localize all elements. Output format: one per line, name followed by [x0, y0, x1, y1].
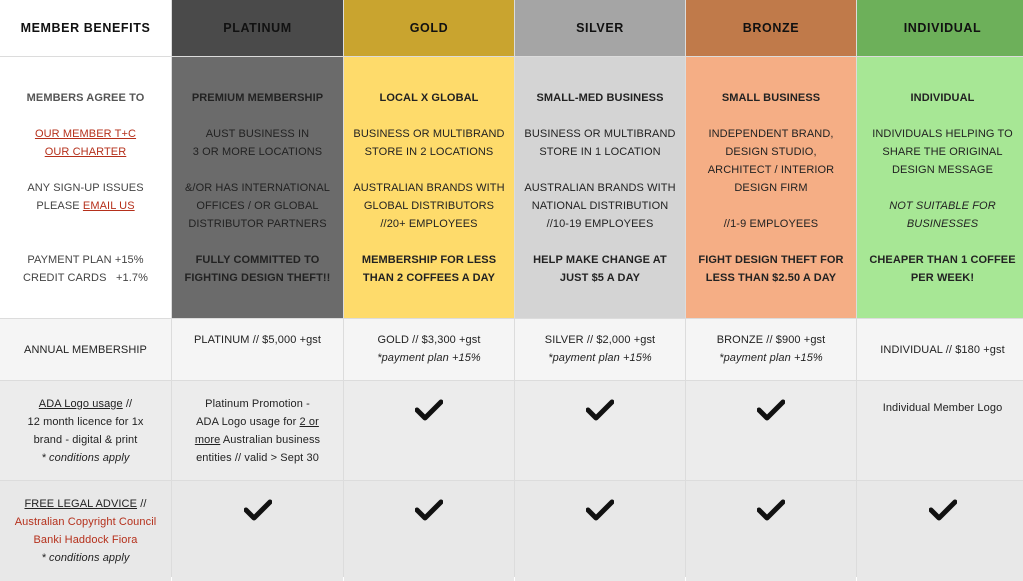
annual-price-bronze — [686, 319, 856, 380]
platinum-promo-line — [195, 431, 320, 449]
individual-title: INDIVIDUAL — [910, 92, 975, 104]
gold-line: //20+ EMPLOYEES — [380, 218, 478, 230]
please-text: PLEASE — [36, 200, 80, 212]
legal-advice-gold — [344, 481, 514, 581]
platinum-promo-line: entities // valid > Sept 30 — [196, 451, 319, 464]
bronze-title: SMALL BUSINESS — [721, 92, 821, 104]
gold-line: STORE IN 2 LOCATIONS — [364, 146, 494, 158]
annual-price-individual: INDIVIDUAL // $180 +gst — [857, 319, 1023, 380]
bronze-tagline: FIGHT DESIGN THEFT FOR — [698, 254, 844, 266]
header-gold: GOLD — [344, 0, 514, 56]
bronze-tagline: LESS THAN $2.50 A DAY — [705, 272, 837, 284]
silver-tagline: JUST $5 A DAY — [559, 272, 641, 284]
checkmark-icon — [929, 499, 957, 521]
checkmark-icon — [757, 499, 785, 521]
member-tc-link[interactable]: OUR MEMBER T+C — [34, 128, 137, 140]
logo-usage-label — [0, 381, 171, 480]
individual-note: NOT SUITABLE FOR — [889, 200, 996, 212]
platinum-line: &/OR HAS INTERNATIONAL — [184, 182, 331, 194]
platinum-line: OFFICES / OR GLOBAL — [196, 200, 319, 212]
gold-tagline: THAN 2 COFFEES A DAY — [362, 272, 496, 284]
bronze-line: INDEPENDENT BRAND, — [708, 128, 834, 140]
gold-line: BUSINESS OR MULTIBRAND — [353, 128, 505, 140]
legal-advice-title — [24, 495, 146, 513]
platinum-promo-line: Platinum Promotion - — [205, 397, 310, 410]
charter-link[interactable]: OUR CHARTER — [44, 146, 127, 158]
individual-tagline: PER WEEK! — [910, 272, 975, 284]
checkmark-icon — [757, 399, 785, 421]
individual-description — [857, 57, 1023, 318]
gold-tagline: MEMBERSHIP FOR LESS — [361, 254, 497, 266]
gold-title: LOCAL X GLOBAL — [379, 92, 479, 104]
members-agree-label: MEMBERS AGREE TO — [26, 92, 145, 104]
annual-price-platinum — [172, 319, 343, 380]
silver-description — [515, 57, 685, 318]
price-bronze: BRONZE // $900 +gst — [716, 334, 826, 346]
platinum-description — [172, 57, 343, 318]
signup-issues-text: ANY SIGN-UP ISSUES — [27, 182, 144, 194]
bronze-line: ARCHITECT / INTERIOR — [707, 164, 835, 176]
header-silver: SILVER — [515, 0, 685, 56]
annual-price-gold — [344, 319, 514, 380]
logo-usage-suffix: // — [122, 397, 133, 410]
platinum-promo-text: ADA Logo usage for — [196, 415, 300, 428]
legal-advice-silver — [515, 481, 685, 581]
gold-line: AUSTRALIAN BRANDS WITH — [353, 182, 505, 194]
individual-note: BUSINESSES — [906, 218, 979, 230]
silver-title: SMALL-MED BUSINESS — [536, 92, 664, 104]
legal-advice-individual — [857, 481, 1023, 581]
individual-tagline: CHEAPER THAN 1 COFFEE — [869, 254, 1016, 266]
logo-usage-line: brand - digital & print — [33, 433, 138, 446]
individual-member-logo: Individual Member Logo — [882, 402, 1003, 414]
credit-cards-text: CREDIT CARDS +1.7% — [23, 272, 148, 284]
individual-line: DESIGN MESSAGE — [891, 164, 994, 176]
legal-advice-bronze — [686, 481, 856, 581]
legal-advice-label — [0, 481, 171, 581]
gold-description — [344, 57, 514, 318]
logo-usage-title — [39, 395, 132, 413]
silver-line: //10-19 EMPLOYEES — [546, 218, 654, 230]
header-individual: INDIVIDUAL — [857, 0, 1023, 56]
checkmark-icon — [586, 399, 614, 421]
platinum-line: AUST BUSINESS IN — [205, 128, 310, 140]
platinum-tagline: FULLY COMMITTED TO — [195, 254, 320, 266]
header-platinum: PLATINUM — [172, 0, 343, 56]
silver-line: STORE IN 1 LOCATION — [539, 146, 661, 158]
platinum-promo-underline: more — [194, 433, 221, 446]
platinum-line: 3 OR MORE LOCATIONS — [192, 146, 323, 158]
logo-usage-platinum — [172, 381, 343, 480]
email-line — [36, 197, 134, 215]
platinum-title: PREMIUM MEMBERSHIP — [191, 92, 324, 104]
silver-tagline: HELP MAKE CHANGE AT — [533, 254, 667, 266]
checkmark-icon — [586, 499, 614, 521]
copyright-council-link[interactable]: Australian Copyright Council — [14, 516, 157, 528]
silver-line: NATIONAL DISTRIBUTION — [531, 200, 669, 212]
free-legal-advice-link[interactable]: FREE LEGAL ADVICE — [24, 498, 138, 510]
payment-plan-text: PAYMENT PLAN +15% — [27, 254, 144, 266]
email-us-link[interactable]: EMAIL US — [82, 200, 135, 212]
platinum-line: DISTRIBUTOR PARTNERS — [188, 218, 327, 230]
header-bronze: BRONZE — [686, 0, 856, 56]
individual-line: INDIVIDUALS HELPING TO — [872, 128, 1013, 140]
conditions-note: * conditions apply — [41, 552, 130, 564]
platinum-promo-underline: 2 or — [299, 415, 319, 428]
logo-usage-bronze — [686, 381, 856, 480]
bronze-line: //1-9 EMPLOYEES — [723, 218, 819, 230]
ada-logo-usage-link[interactable]: ADA Logo usage — [38, 397, 123, 410]
checkmark-icon — [415, 499, 443, 521]
logo-usage-silver — [515, 381, 685, 480]
conditions-note: * conditions apply — [41, 451, 130, 464]
payment-plan-note: *payment plan +15% — [719, 352, 823, 364]
checkmark-icon — [244, 499, 272, 521]
bronze-line: DESIGN FIRM — [734, 182, 808, 194]
platinum-promo-text: Australian business — [220, 433, 321, 446]
header-member-benefits: MEMBER BENEFITS — [0, 0, 171, 56]
annual-price-silver — [515, 319, 685, 380]
price-gold: GOLD // $3,300 +gst — [377, 334, 481, 346]
price-silver: SILVER // $2,000 +gst — [544, 334, 656, 346]
individual-line: SHARE THE ORIGINAL — [882, 146, 1003, 158]
legal-advice-platinum — [172, 481, 343, 581]
checkmark-icon — [415, 399, 443, 421]
platinum-tagline: FIGHTING DESIGN THEFT!! — [184, 272, 331, 284]
bronze-line: DESIGN STUDIO, — [725, 146, 817, 158]
logo-usage-gold — [344, 381, 514, 480]
silver-line: BUSINESS OR MULTIBRAND — [524, 128, 676, 140]
benefits-description — [0, 57, 171, 318]
law-firm-link[interactable]: Banki Haddock Fiora — [33, 534, 138, 546]
payment-plan-note: *payment plan +15% — [548, 352, 652, 364]
annual-membership-label: ANNUAL MEMBERSHIP — [0, 319, 171, 380]
silver-line: AUSTRALIAN BRANDS WITH — [524, 182, 676, 194]
logo-usage-individual — [857, 381, 1023, 480]
logo-usage-line: 12 month licence for 1x — [27, 415, 144, 428]
payment-plan-note: *payment plan +15% — [377, 352, 481, 364]
platinum-promo-line — [196, 413, 319, 431]
legal-advice-suffix: // — [137, 498, 147, 510]
bronze-description — [686, 57, 856, 318]
gold-line: GLOBAL DISTRIBUTORS — [363, 200, 495, 212]
price-platinum: PLATINUM // $5,000 +gst — [193, 334, 322, 346]
